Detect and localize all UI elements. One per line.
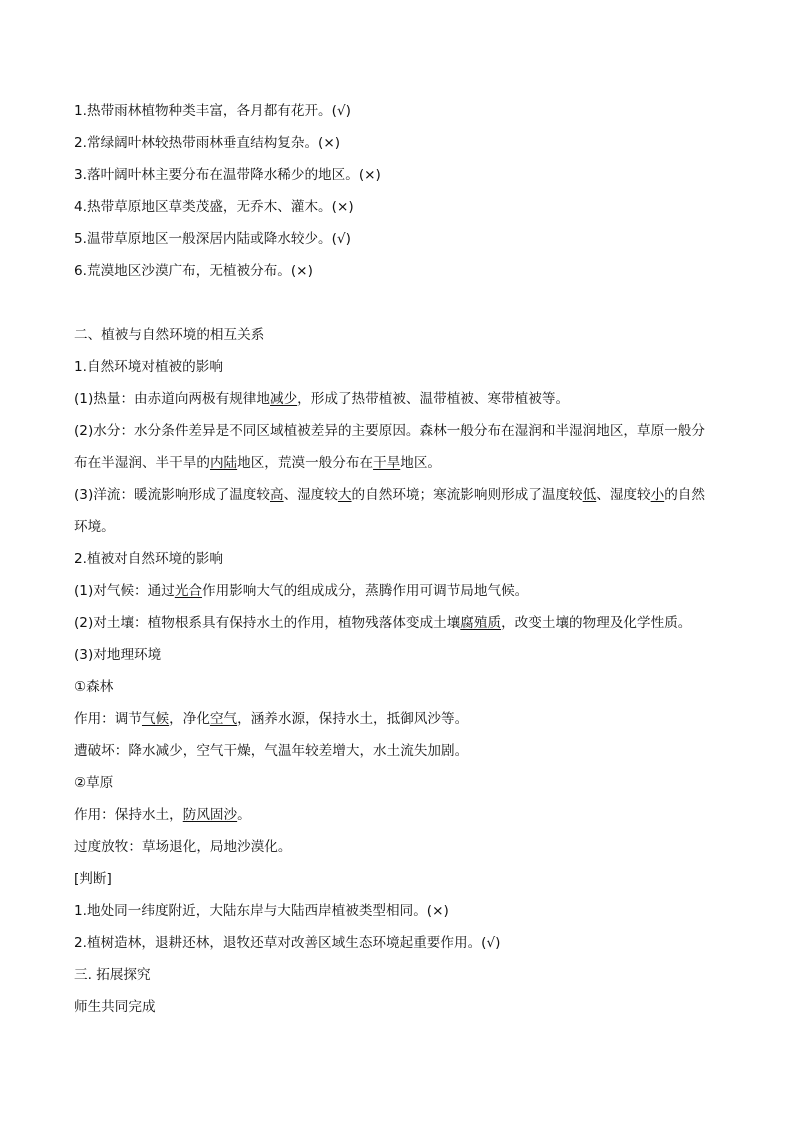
grassland-heading: ②草原	[74, 775, 114, 791]
judgment-item-1: 1.热带雨林植物种类丰富，各月都有花开。(√)	[74, 103, 351, 119]
ocean-underlined-2: 大	[337, 487, 352, 503]
ocean-text-e: 的自然	[664, 487, 705, 503]
water-underlined-1: 内陆	[209, 455, 238, 471]
judgment-item-6: 6.荒漠地区沙漠广布，无植被分布。(×)	[74, 263, 313, 279]
heat-text-a: (1)热量：由赤道向两极有规律地	[74, 391, 270, 407]
soil-text-b: ，改变土壤的物理及化学性质。	[501, 615, 692, 631]
climate-paragraph	[74, 582, 734, 600]
forest-text-a: 作用：调节	[74, 711, 142, 727]
judgment-item-3: 3.落叶阔叶林主要分布在温带降水稀少的地区。(×)	[74, 167, 381, 183]
ocean-text-a: (3)洋流：暖流影响形成了温度较	[74, 487, 270, 503]
water-paragraph-line-2	[74, 454, 734, 472]
ocean-underlined-3: 低	[582, 487, 597, 503]
water-text-a: 布在半湿润、半干旱的	[74, 455, 210, 471]
forest-text-c: ，涵养水源，保持水土，抵御风沙等。	[237, 711, 469, 727]
judgment-2-item-2: 2.植树造林，退耕还林，退牧还草对改善区域生态环境起重要作用。(√)	[74, 935, 501, 951]
section-3-heading: 三. 拓展探究	[74, 967, 151, 983]
climate-text-a: (1)对气候：通过	[74, 583, 175, 599]
forest-damage-paragraph: 遭破坏：降水减少，空气干燥，气温年较差增大，水土流失加剧。	[74, 743, 469, 759]
water-paragraph-line-1: (2)水分：水分条件差异是不同区域植被差异的主要原因。森林一般分布在湿润和半湿润地区，草原一般分	[74, 423, 705, 439]
grass-underlined-1: 防风固沙	[182, 807, 238, 823]
subsection-2-1-heading: 1.自然环境对植被的影响	[74, 359, 223, 375]
ocean-text-c: 的自然环境；寒流影响则形成了温度较	[351, 487, 583, 503]
soil-underlined-1: 腐殖质	[460, 615, 502, 631]
water-text-b: 地区，荒漠一般分布在	[237, 455, 374, 471]
forest-heading: ①森林	[74, 679, 114, 695]
judgment-item-2: 2.常绿阔叶林较热带雨林垂直结构复杂。(×)	[74, 135, 341, 151]
ocean-text-d: 、湿度较	[596, 487, 651, 503]
grass-text-a: 作用：保持水土，	[74, 807, 183, 823]
subsection-2-2-heading: 2.植被对自然环境的影响	[74, 551, 223, 567]
water-underlined-2: 干旱	[373, 455, 401, 471]
forest-underlined-2: 空气	[209, 711, 238, 727]
section-2-heading: 二、植被与自然环境的相互关系	[74, 327, 265, 343]
grassland-function-paragraph	[74, 806, 734, 824]
ocean-text-b: 、湿度较	[283, 487, 338, 503]
heat-underlined-1: 减少	[269, 391, 298, 407]
ocean-paragraph-line-2: 环境。	[74, 519, 115, 535]
water-text-c: 地区。	[400, 455, 442, 471]
judgment-label: [判断]	[74, 871, 112, 887]
soil-text-a: (2)对土壤：植物根系具有保持水土的作用，植物残落体变成土壤	[74, 615, 461, 631]
soil-paragraph	[74, 614, 734, 632]
judgment-item-4: 4.热带草原地区草类茂盛，无乔木、灌木。(×)	[74, 199, 354, 215]
climate-text-b: 作用影响大气的组成成分，蒸腾作用可调节局地气候。	[202, 583, 529, 599]
judgment-2-item-1: 1.地处同一纬度附近，大陆东岸与大陆西岸植被类型相同。(×)	[74, 903, 449, 919]
ocean-underlined-1: 高	[269, 487, 284, 503]
geo-environment-heading: (3)对地理环境	[74, 647, 162, 663]
climate-underlined-1: 光合	[174, 583, 203, 599]
forest-text-b: ，净化	[169, 711, 210, 727]
forest-underlined-1: 气候	[141, 711, 170, 727]
judgment-item-5: 5.温带草原地区一般深居内陆或降水较少。(√)	[74, 231, 351, 247]
heat-text-b: ，形成了热带植被、温带植被、寒带植被等。	[297, 391, 570, 407]
overgrazing-paragraph: 过度放牧：草场退化，局地沙漠化。	[74, 839, 292, 855]
section-3-text: 师生共同完成	[74, 999, 156, 1015]
forest-function-paragraph	[74, 710, 734, 728]
grass-text-b: 。	[237, 807, 251, 823]
ocean-underlined-4: 小	[650, 487, 665, 503]
heat-paragraph	[74, 390, 734, 408]
ocean-paragraph-line-1	[74, 486, 734, 504]
